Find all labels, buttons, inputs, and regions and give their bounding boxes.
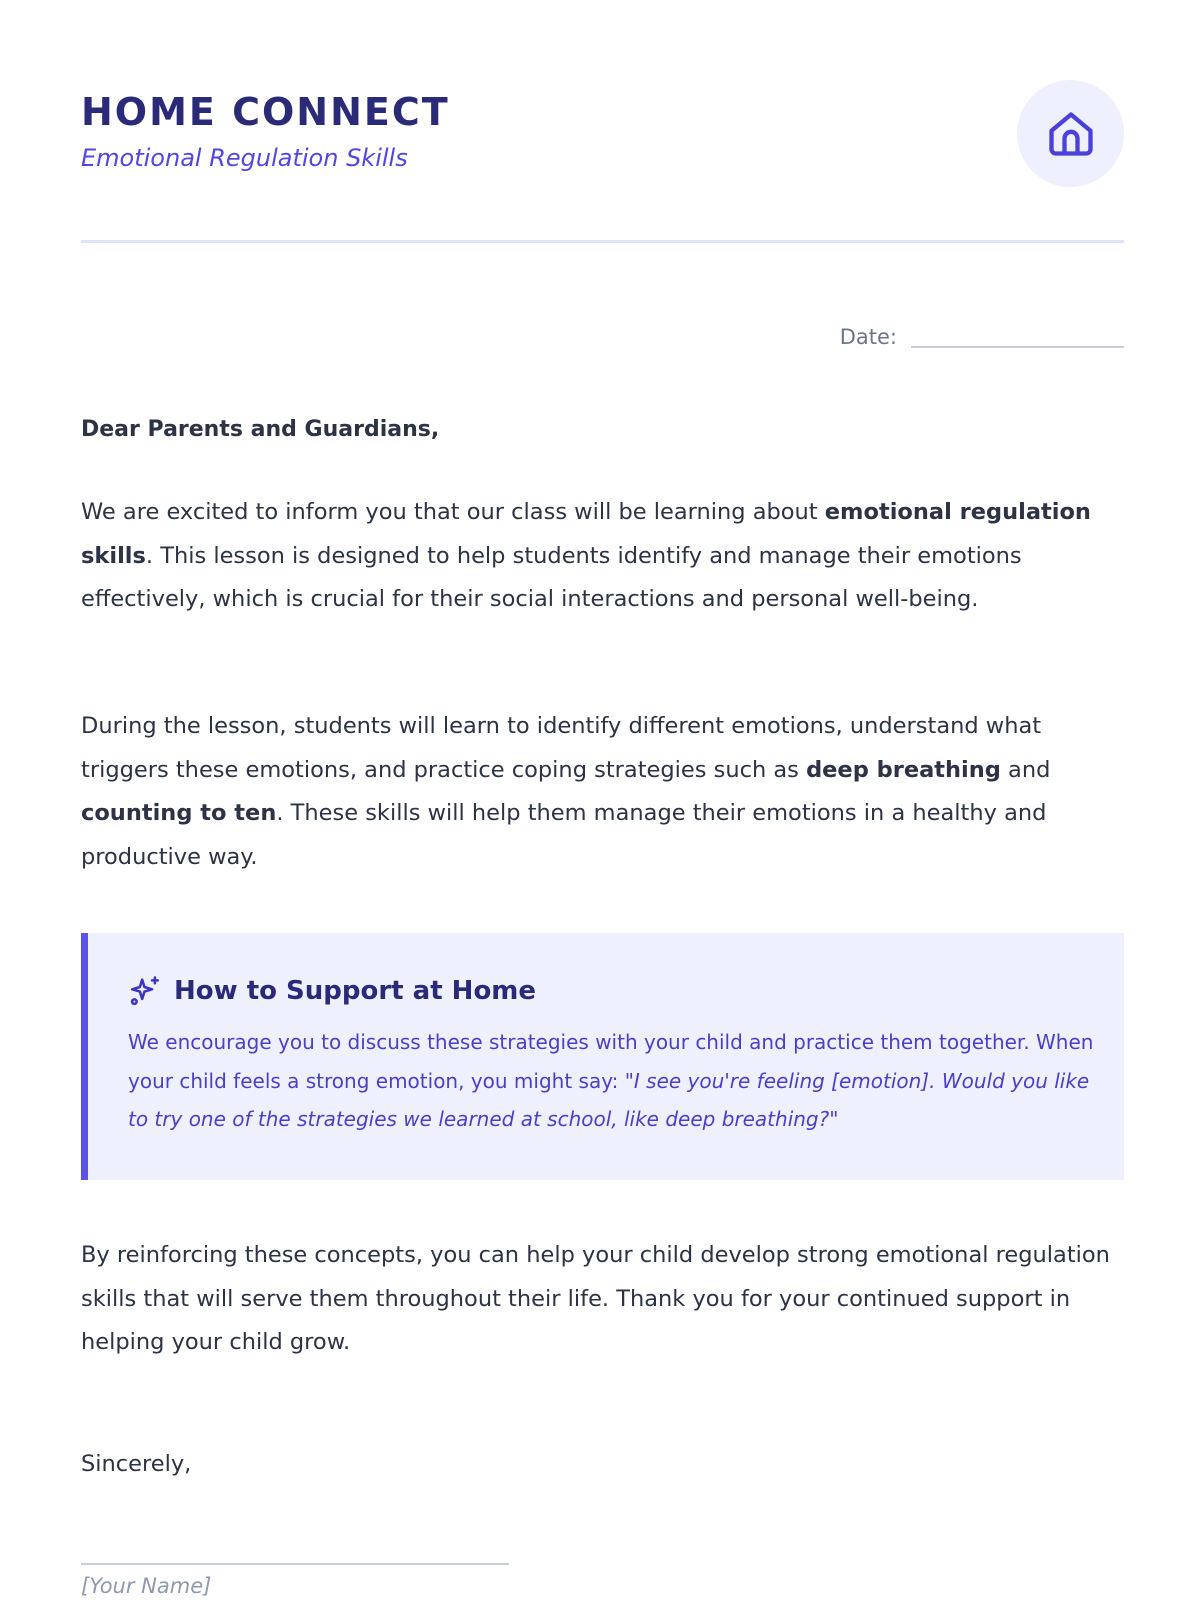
salutation: Dear Parents and Guardians, xyxy=(81,417,440,442)
signature-placeholder: [Your Name] xyxy=(81,1574,212,1598)
header-divider xyxy=(81,240,1124,243)
callout-quote: "I see you're feeling [emotion]. Would you like to try one of the strategies we learned at school, like deep breathing?" xyxy=(128,1068,1090,1131)
emphasis-emotional-regulation: emotional regulation skills xyxy=(81,499,1091,569)
page-subtitle: Emotional Regulation Skills xyxy=(81,144,408,172)
intro-paragraph: We are excited to inform you that our class will be learning about emotional regulation skills. This lesson is designed to help students identify and manage their emotions effectively, which is crucial for their social interactions and personal well-being. xyxy=(81,499,1091,612)
emphasis-deep-breathing: deep breathing xyxy=(806,756,1001,783)
date-field[interactable] xyxy=(911,346,1124,348)
date-row xyxy=(840,322,1124,352)
support-callout xyxy=(81,933,1124,1180)
page-title: HOME CONNECT xyxy=(81,90,450,134)
callout-title: How to Support at Home xyxy=(174,976,537,1006)
callout-text: We encourage you to discuss these strategies with your child and practice them together. When your child feels a strong emotion, you might say: "I see you're feeling [emotion]. Would you like to try one of the strategies we learned at school, like deep breathing?" xyxy=(128,1030,1094,1131)
sparkles-icon xyxy=(128,974,162,1008)
emphasis-counting-to-ten: counting to ten xyxy=(81,800,277,826)
newsletter-page xyxy=(81,0,1124,1600)
callout-header xyxy=(128,971,536,1011)
home-icon xyxy=(1045,108,1097,160)
header xyxy=(81,80,1124,190)
closing: Sincerely, xyxy=(81,1451,192,1477)
date-label: Date: xyxy=(839,325,897,349)
closing-paragraph: By reinforcing these concepts, you can help your child develop strong emotional regulation skills that will serve them throughout their life. Thank you for your continued support in helping your child grow. xyxy=(81,1242,1110,1355)
signature-line[interactable] xyxy=(81,1563,509,1565)
home-badge xyxy=(1017,80,1124,187)
lesson-paragraph: During the lesson, students will learn to identify different emotions, understand what triggers these emotions, and practice coping strategies such as deep breathing and counting to ten. These skills will help them manage their emotions in a healthy and productive way. xyxy=(81,713,1051,870)
